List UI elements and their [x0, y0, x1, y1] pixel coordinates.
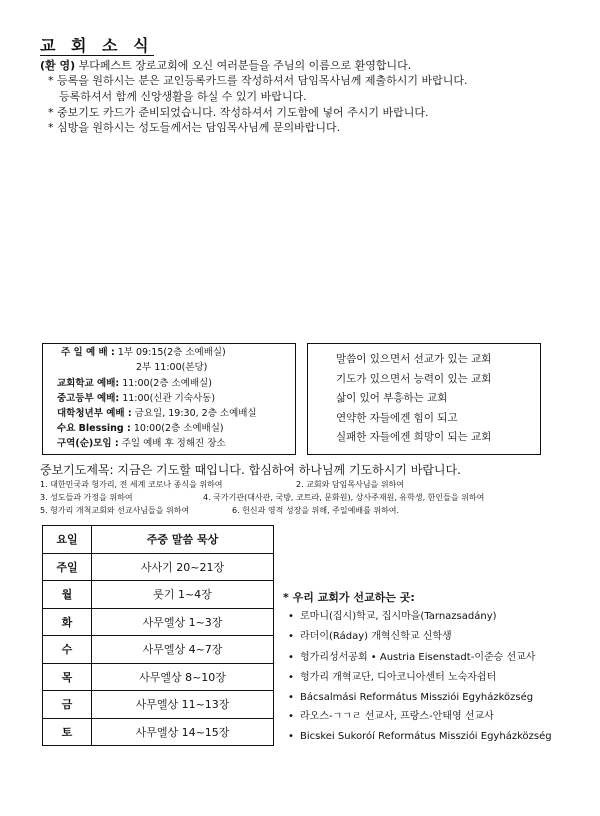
section-title: 교 회 소 식 — [40, 36, 154, 55]
schedule-value: 10:00(2층 소예배실) — [130, 423, 224, 434]
schedule-row — [57, 377, 212, 391]
table-cell-passage: 사무엘상 14~15장 — [92, 718, 274, 746]
schedule-value: 11:00(2층 소예배실) — [119, 378, 212, 389]
schedule-row — [57, 392, 215, 406]
prayer-heading — [40, 461, 461, 478]
motto-line: 기도가 있으면서 능력이 있는 교회 — [336, 373, 492, 385]
list-item — [288, 710, 494, 723]
schedule-value: 1부 09:15(2층 소예배실) — [114, 347, 226, 358]
notice-item: * 심방을 원하시는 성도들께서는 담임목사님께 문의바랍니다. — [48, 121, 341, 134]
schedule-value: 2부 11:00(본당) — [136, 362, 208, 373]
bullet-icon: • — [288, 692, 294, 703]
table-row — [43, 663, 274, 691]
table-cell-day: 주일 — [43, 553, 92, 581]
schedule-value: 11:00(신관 기숙사동) — [119, 393, 216, 404]
list-item — [288, 651, 535, 664]
schedule-label: 주 일 예 배 : — [61, 347, 115, 358]
welcome-label: (환 영) — [40, 59, 76, 72]
schedule-row — [57, 422, 224, 436]
table-row — [43, 718, 274, 746]
schedule-label: 중고등부 예배: — [57, 393, 120, 404]
prayer-item: 5. 헝가리 개척교회와 선교사님들을 위하여 — [40, 506, 190, 515]
table-row — [43, 581, 274, 609]
missions-heading: * 우리 교회가 선교하는 곳: — [283, 591, 415, 604]
table-row — [43, 636, 274, 664]
schedule-value: 금요일, 19:30, 2층 소예배실 — [131, 408, 257, 419]
table-cell-day: 수 — [43, 636, 92, 664]
table-cell-day: 토 — [43, 718, 92, 746]
list-item — [288, 610, 497, 623]
table-cell-passage: 사무엘상 1~3장 — [92, 608, 274, 636]
table-row — [43, 691, 274, 719]
table-row — [43, 608, 274, 636]
mission-text: Bácsalmási Református Missziói Egyházközség — [300, 692, 534, 703]
motto-line: 연약한 자들에겐 힘이 되고 — [336, 412, 458, 424]
mission-text: Bicskei Sukoróí Református Missziói Egyházközség — [300, 731, 552, 742]
bullet-icon: • — [288, 652, 294, 663]
welcome-text: 부다페스트 장로교회에 오신 여러분들을 주님의 이름으로 환영합니다. — [75, 59, 412, 72]
bullet-icon: • — [288, 631, 294, 642]
bible-reading-table — [42, 525, 274, 746]
list-item — [288, 671, 496, 684]
table-header-day: 요일 — [43, 526, 92, 554]
table-cell-day: 목 — [43, 663, 92, 691]
bullet-icon: • — [288, 672, 294, 683]
prayer-item: 6. 헌신과 영적 성장을 위해, 주일예배를 위하여. — [232, 506, 400, 515]
schedule-row — [136, 361, 207, 375]
table-cell-passage: 사무엘상 4~7장 — [92, 636, 274, 664]
mission-text: 로마니(집시)학교, 집시마을(Tarnazsadány) — [300, 611, 497, 622]
mission-text: 라더이(Ráday) 개혁신학교 신학생 — [300, 631, 452, 642]
mission-text: 라오스-ㄱㄱㄹ 선교사, 프랑스-안태영 선교사 — [300, 711, 494, 722]
prayer-item: 3. 성도들과 가정을 위하여 — [40, 493, 133, 502]
schedule-row — [61, 346, 226, 360]
motto-line: 실패한 자들에겐 희망이 되는 교회 — [336, 431, 492, 443]
prayer-text: 지금은 기도할 때입니다. 합심하여 하나님께 기도하시기 바랍니다. — [113, 463, 461, 477]
table-cell-passage: 사무엘상 11~13장 — [92, 691, 274, 719]
schedule-row — [57, 437, 226, 451]
list-item — [288, 730, 552, 743]
list-item — [288, 630, 452, 643]
worship-schedule-box — [42, 343, 296, 455]
prayer-item: 4. 국가기관(대사관, 국방, 코트라, 문화원), 상사주재원, 유학생, 한인들을 위하여 — [203, 493, 485, 502]
mission-text: 헝가리 개혁교단, 디아코니아센터 노숙자쉼터 — [300, 672, 497, 683]
bullet-icon: • — [288, 611, 294, 622]
schedule-label: 교회학교 예배: — [57, 378, 120, 389]
table-cell-day: 금 — [43, 691, 92, 719]
table-cell-passage: 사무엘상 8~10장 — [92, 663, 274, 691]
prayer-label: 중보기도제목: — [40, 463, 114, 477]
bullet-icon: • — [288, 711, 294, 722]
table-cell-day: 월 — [43, 581, 92, 609]
table-row — [43, 553, 274, 581]
notice-item: * 중보기도 카드가 준비되었습니다. 작성하셔서 기도함에 넣어 주시기 바랍니다. — [48, 106, 429, 119]
table-header-row — [43, 526, 274, 554]
mission-text: 헝가리성서공회 • Austria Eisenstadt-이준승 선교사 — [300, 652, 536, 663]
table-cell-day: 화 — [43, 608, 92, 636]
prayer-item: 2. 교회와 담임목사님을 위하여 — [296, 480, 404, 489]
table-header-passage: 주중 말씀 묵상 — [92, 526, 274, 554]
prayer-item: 1. 대한민국과 헝가리, 전 세계 코로나 종식을 위하여 — [40, 480, 223, 489]
schedule-row — [57, 407, 257, 421]
church-motto-box — [307, 343, 541, 455]
schedule-label: 대학청년부 예배 : — [57, 408, 132, 419]
list-item — [288, 691, 533, 704]
motto-line: 말씀이 있으면서 선교가 있는 교회 — [336, 353, 492, 365]
schedule-label: 수요 Blessing : — [57, 423, 131, 434]
schedule-label: 구역(순)모임 : — [57, 438, 119, 449]
motto-line: 삶이 있어 부흥하는 교회 — [336, 392, 448, 404]
schedule-value: 주일 예배 후 정해진 장소 — [118, 438, 226, 449]
bullet-icon: • — [288, 731, 294, 742]
notice-item: 등록하셔서 함께 신앙생활을 하실 수 있기 바랍니다. — [59, 90, 307, 103]
table-cell-passage: 룻기 1~4장 — [92, 581, 274, 609]
table-cell-passage: 사사기 20~21장 — [92, 553, 274, 581]
notice-item: * 등록을 원하시는 분은 교인등록카드를 작성하셔서 담임목사님께 제출하시기 바랍니다. — [48, 74, 468, 87]
welcome-notice — [40, 58, 411, 74]
